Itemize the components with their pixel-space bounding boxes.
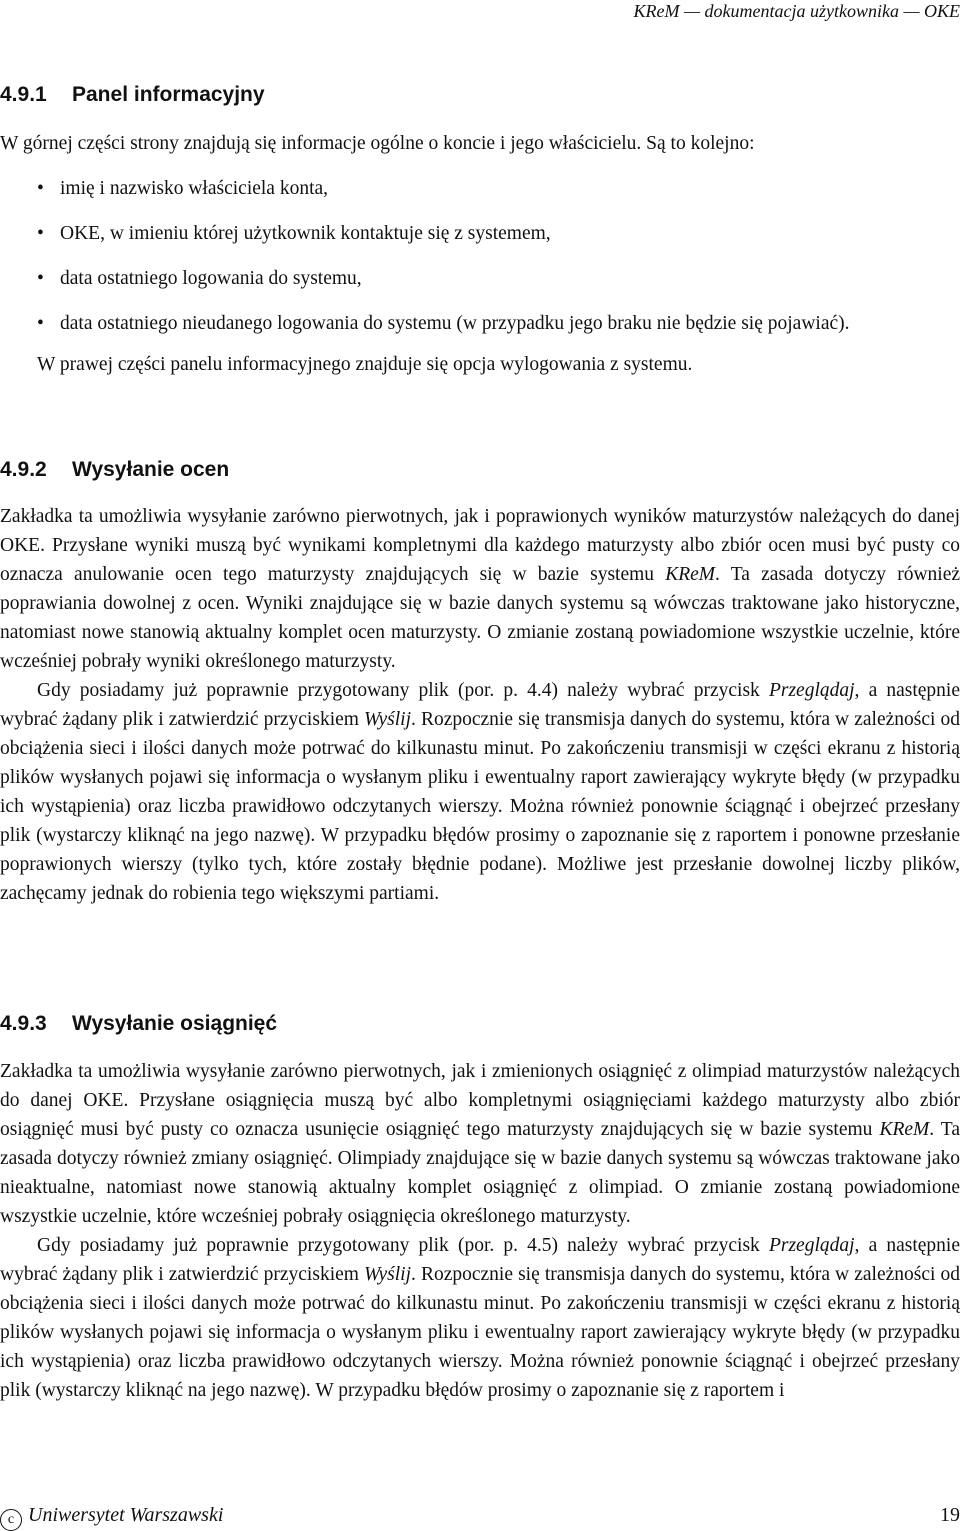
section-wysylanie-osiagniec (0, 1011, 960, 1405)
section-wysylanie-ocen (0, 457, 960, 908)
outro-paragraph: W prawej części panelu informacyjnego znajduje się opcja wylogowania z systemu. (37, 354, 693, 375)
krem-logo-text: KReM (665, 564, 716, 585)
bullet-icon: • (37, 223, 44, 244)
section-title: Panel informacyjny (72, 83, 265, 106)
section-title: Wysyłanie osiągnięć (72, 1012, 278, 1035)
page-footer (0, 1502, 960, 1528)
body-paragraph: Zakładka ta umożliwia wysyłanie zarówno pierwotnych, jak i zmienionych osiągnięć z olimpiad maturzystów należących do danej OKE. Przysłane osiągnięcia muszą być albo kompletnymi osiągnięciami każdego maturzysty albo zbiór osiągnięć musi być pusty co oznacza usunięcie osiągnięć tego maturzysty znajdujących się w bazie systemu KReM. Ta zasada dotyczy również zmiany osiągnięć. Olimpiady znajdujące się w bazie danych systemu są wówczas traktowane jako nieaktualne, natomiast nowe stanowią aktualny komplet osiągnięć z olimpiad. O zmianie zostaną powiadomione wszystkie uczelnie, które wcześniej pobrały osiągnięcia określonego maturzysty. (0, 1061, 960, 1227)
krem-logo-text: KReM (879, 1119, 930, 1140)
copyright-icon: c (0, 1509, 22, 1531)
running-header: KReM — dokumentacja użytkownika — OKE (633, 1, 960, 21)
wyslij-button-ref: Wyślij (364, 709, 411, 730)
list-item: • OKE, w imieniu której użytkownik kontaktuje się z systemem, (0, 219, 960, 248)
bullet-icon: • (37, 268, 44, 289)
wyslij-button-ref: Wyślij (364, 1264, 411, 1285)
body-paragraph: Gdy posiadamy już poprawnie przygotowany plik (por. p. 4.4) należy wybrać przycisk Przeglądaj, a następnie wybrać żądany plik i zatwierdzić przyciskiem Wyślij. Rozpocznie się transmisja danych do systemu, która w zależności od obciążenia sieci i ilości danych może potrwać do kilkunastu minut. Po zakończeniu transmisji w części ekranu z historią plików wysłanych pojawi się informacja o wysłanym pliku i ewentualny raport zawierający wykryte błędy (w przypadku ich wystąpienia) oraz liczba prawidłowo odczytanych wierszy. Można również ponownie ściągnąć i obejrzeć przesłany plik (wystarczy kliknąć na jego nazwę). W przypadku błędów prosimy o zapoznanie się z raportem i ponowne przesłanie poprawionych wierszy (tylko tych, które zostały błędnie podane). Możliwe jest przesłanie dowolnej liczby plików, zachęcamy jednak do robienia tego większymi partiami. (0, 680, 960, 904)
section-number: 4.9.1 (0, 83, 47, 106)
section-title: Wysyłanie ocen (72, 458, 230, 481)
body-paragraph: Gdy posiadamy już poprawnie przygotowany plik (por. p. 4.5) należy wybrać przycisk Przeglądaj, a następnie wybrać żądany plik i zatwierdzić przyciskiem Wyślij. Rozpocznie się transmisja danych do systemu, która w zależności od obciążenia sieci i ilości danych może potrwać do kilkunastu minut. Po zakończeniu transmisji w części ekranu z historią plików wysłanych pojawi się informacja o wysłanym pliku i ewentualny raport zawierający wykryte błędy (w przypadku ich wystąpienia) oraz liczba prawidłowo odczytanych wierszy. Można również ponownie ściągnąć i obejrzeć przesłany plik (wystarczy kliknąć na jego nazwę). W przypadku błędów prosimy o zapoznanie się z raportem i (0, 1235, 960, 1401)
przegladaj-button-ref: Przeglądaj (768, 1235, 855, 1256)
intro-paragraph: W górnej części strony znajdują się informacje ogólne o koncie i jego właścicielu. Są to kolejno: (0, 133, 755, 154)
section-number: 4.9.2 (0, 458, 47, 481)
section-heading (0, 82, 960, 108)
body-paragraph: Zakładka ta umożliwia wysyłanie zarówno pierwotnych, jak i poprawionych wyników maturzystów należących do danej OKE. Przysłane wyniki muszą być wynikami kompletnymi dla każdego maturzysty albo zbiór ocen musi być pusty co oznacza anulowanie ocen tego maturzysty znajdujących się w bazie systemu KReM. Ta zasada dotyczy również poprawiania dowolnej z ocen. Wyniki znajdujące się w bazie danych systemu są wówczas traktowane jako historyczne, natomiast nowe stanowią aktualny komplet ocen maturzysty. O zmianie zostaną powiadomione wszystkie uczelnie, które wcześniej pobrały wyniki określonego maturzysty. (0, 506, 960, 672)
info-list (0, 174, 960, 338)
page-number: 19 (940, 1504, 960, 1526)
footer-institution: c Uniwersytet Warszawski (0, 1502, 223, 1531)
bullet-icon: • (37, 178, 44, 199)
list-item: • data ostatniego nieudanego logowania do systemu (w przypadku jego braku nie będzie się pojawiać). (0, 309, 960, 338)
section-heading (0, 457, 960, 483)
list-item: • data ostatniego logowania do systemu, (0, 264, 960, 293)
bullet-icon: • (37, 313, 44, 334)
section-heading (0, 1011, 960, 1037)
list-item: • imię i nazwisko właściciela konta, (0, 174, 960, 203)
section-panel-informacyjny (0, 82, 960, 379)
section-number: 4.9.3 (0, 1012, 47, 1035)
przegladaj-button-ref: Przeglądaj (768, 680, 855, 701)
